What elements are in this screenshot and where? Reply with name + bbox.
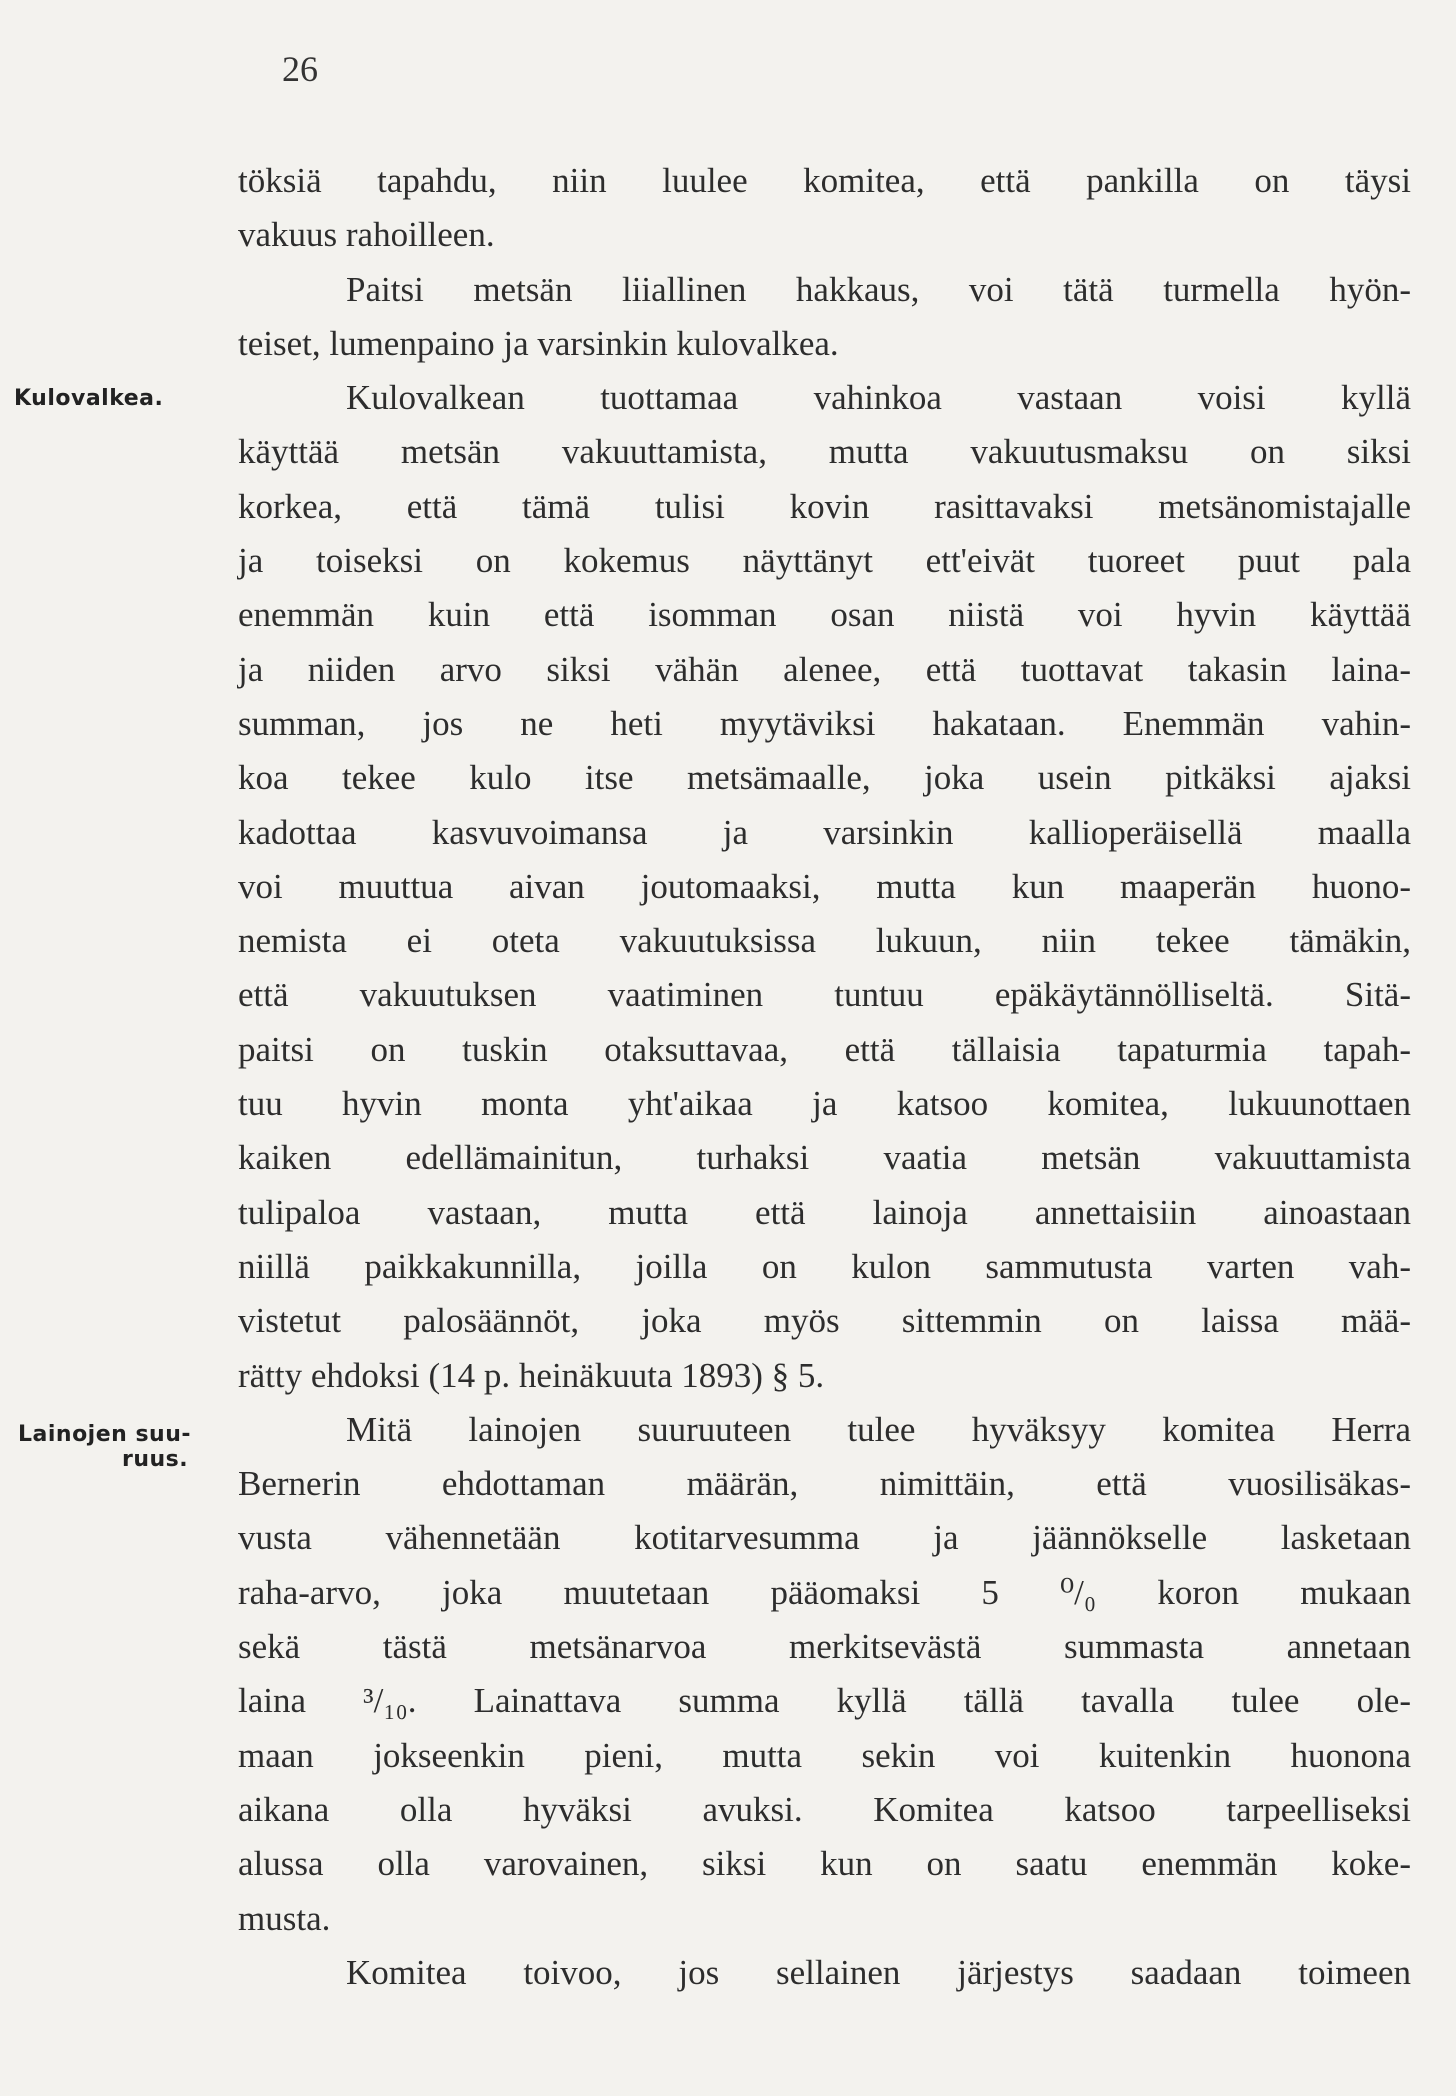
text-line: kadottaa kasvuvoimansa ja varsinkin kallioperäisellä maalla <box>238 812 1411 852</box>
marginal-note-line: ruus. <box>122 1447 189 1472</box>
text-line: koa tekee kulo itse metsämaalle, joka usein pitkäksi ajaksi <box>238 758 1411 798</box>
text-line: laina ³/₁₀. Lainattava summa kyllä tällä tavalla tulee ole- <box>238 1681 1411 1721</box>
text-line: raha-arvo, joka muutetaan pääomaksi 5 ⁰/₀ koron mukaan <box>238 1572 1411 1612</box>
marginal-note-line: Lainojen suu- <box>18 1422 192 1447</box>
text-line: tulipaloa vastaan, mutta että lainoja annettaisiin ainoastaan <box>238 1192 1411 1232</box>
text-line: nemista ei oteta vakuutuksissa lukuun, niin tekee tämäkin, <box>238 921 1411 961</box>
text-line: rätty ehdoksi (14 p. heinäkuuta 1893) § 5. <box>238 1355 825 1395</box>
marginal-note-kulovalkea: Kulovalkea. <box>14 386 164 411</box>
marginal-note-lainojen-suuruus <box>18 1422 191 1472</box>
text-line: musta. <box>238 1898 331 1938</box>
text-line: paitsi on tuskin otaksuttavaa, että tällaisia tapaturmia tapah- <box>238 1029 1411 1069</box>
text-line: alussa olla varovainen, siksi kun on saatu enemmän koke- <box>238 1844 1411 1884</box>
text-line: vistetut palosäännöt, joka myös sittemmin on laissa mää- <box>238 1301 1411 1341</box>
text-line: korkea, että tämä tulisi kovin rasittavaksi metsänomistajalle <box>238 486 1411 526</box>
text-line: Bernerin ehdottaman määrän, nimittäin, että vuosilisäkas- <box>238 1464 1411 1504</box>
text-line: vusta vähennetään kotitarvesumma ja jäännökselle lasketaan <box>238 1518 1411 1558</box>
text-line: Komitea toivoo, jos sellainen järjestys saadaan toimeen <box>346 1952 1411 1992</box>
text-line: aikana olla hyväksi avuksi. Komitea katsoo tarpeelliseksi <box>238 1789 1411 1829</box>
text-line: enemmän kuin että isomman osan niistä voi hyvin käyttää <box>238 595 1411 635</box>
text-line: Mitä lainojen suuruuteen tulee hyväksyy komitea Herra <box>346 1409 1411 1449</box>
text-line: että vakuutuksen vaatiminen tuntuu epäkäytännölliseltä. Sitä- <box>238 975 1411 1015</box>
text-line: töksiä tapahdu, niin luulee komitea, että pankilla on täysi <box>238 161 1411 200</box>
text-line: ja toiseksi on kokemus näyttänyt ett'eivät tuoreet puut pala <box>238 541 1411 581</box>
text-line: voi muuttua aivan joutomaaksi, mutta kun maaperän huono- <box>238 866 1411 906</box>
text-line: Paitsi metsän liiallinen hakkaus, voi tätä turmella hyön- <box>346 269 1411 309</box>
text-line: tuu hyvin monta yht'aikaa ja katsoo komitea, lukuunottaen <box>238 1084 1411 1124</box>
text-line: kaiken edellämainitun, turhaksi vaatia metsän vakuuttamista <box>238 1138 1411 1178</box>
text-line: Kulovalkean tuottamaa vahinkoa vastaan voisi kyllä <box>346 378 1411 418</box>
text-line: teiset, lumenpaino ja varsinkin kulovalkea. <box>238 323 839 363</box>
text-line: ja niiden arvo siksi vähän alenee, että tuottavat takasin laina- <box>238 649 1411 689</box>
text-line: summan, jos ne heti myytäviksi hakataan. Enemmän vahin- <box>238 703 1411 743</box>
text-line: käyttää metsän vakuuttamista, mutta vakuutusmaksu on siksi <box>238 432 1411 472</box>
text-line: maan jokseenkin pieni, mutta sekin voi kuitenkin huonona <box>238 1735 1411 1775</box>
page-number: 26 <box>282 49 318 89</box>
text-line: vakuus rahoilleen. <box>238 215 495 255</box>
text-line: sekä tästä metsänarvoa merkitsevästä summasta annetaan <box>238 1627 1411 1667</box>
body-text <box>238 154 1411 2000</box>
text-line: niillä paikkakunnilla, joilla on kulon sammutusta varten vah- <box>238 1246 1411 1286</box>
